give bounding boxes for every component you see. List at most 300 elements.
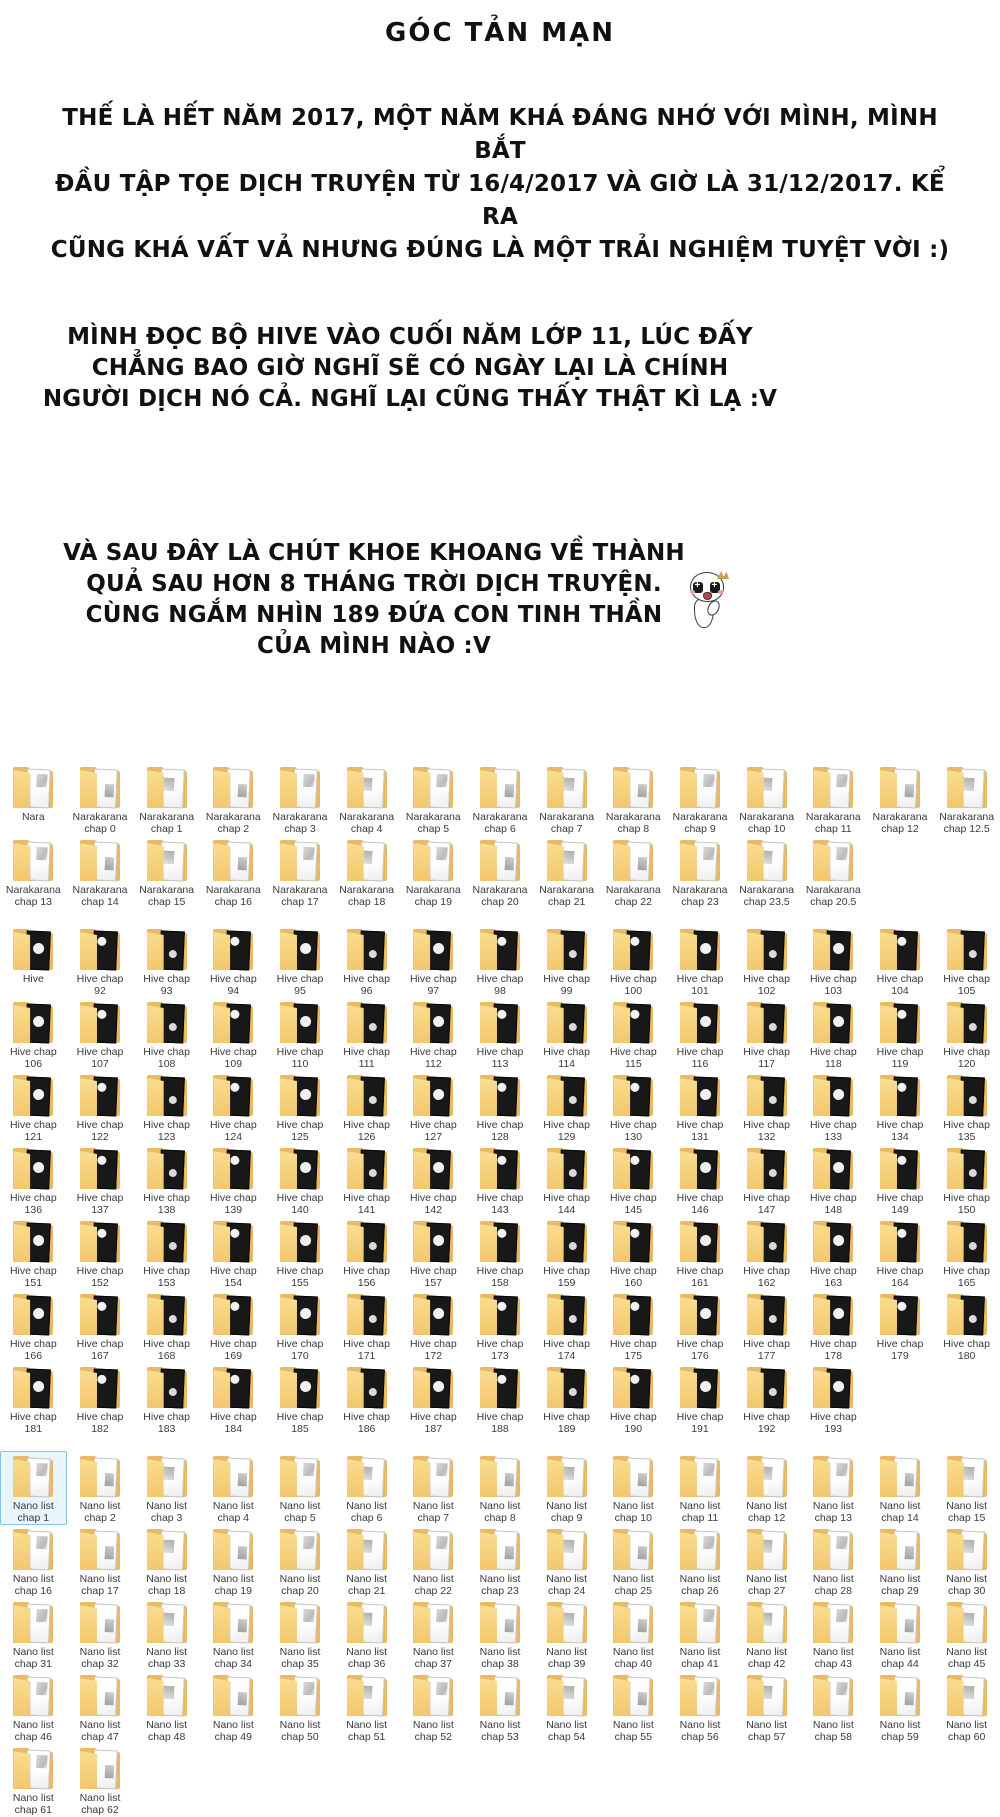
folder-item[interactable] bbox=[800, 1216, 867, 1290]
folder-item[interactable] bbox=[800, 1670, 867, 1744]
folder-icon bbox=[210, 928, 256, 972]
folder-item[interactable] bbox=[600, 1362, 667, 1436]
folder-item[interactable] bbox=[67, 1670, 134, 1744]
folder-item[interactable] bbox=[400, 1070, 467, 1144]
folder-icon bbox=[77, 1366, 123, 1410]
folder-label: Hive chap 155 bbox=[276, 1265, 324, 1289]
folder-item[interactable] bbox=[467, 1670, 534, 1744]
folder-icon bbox=[610, 1366, 656, 1410]
folder-item[interactable] bbox=[600, 1670, 667, 1744]
folder-item[interactable] bbox=[467, 1143, 534, 1217]
folder-item[interactable] bbox=[400, 1143, 467, 1217]
folder-item[interactable] bbox=[200, 835, 267, 909]
folder-item[interactable] bbox=[933, 1216, 1000, 1290]
folder-item[interactable] bbox=[200, 1143, 267, 1217]
folder-item[interactable] bbox=[133, 762, 200, 836]
folder-item[interactable] bbox=[333, 1216, 400, 1290]
folder-item[interactable] bbox=[400, 1524, 467, 1598]
folder-label: Nano list chap 19 bbox=[212, 1573, 254, 1597]
folder-item[interactable] bbox=[800, 924, 867, 998]
folder-icon bbox=[344, 1074, 390, 1118]
folder-item[interactable] bbox=[67, 1451, 134, 1525]
folder-item[interactable] bbox=[533, 1143, 600, 1217]
folder-item[interactable] bbox=[200, 1451, 267, 1525]
folder-item[interactable] bbox=[333, 1070, 400, 1144]
folder-label: Hive chap 124 bbox=[209, 1119, 257, 1143]
folder-icon bbox=[144, 1528, 190, 1572]
folder-label: Nano list chap 56 bbox=[679, 1719, 721, 1743]
folder-icon bbox=[944, 1293, 990, 1337]
folder-label: Hive chap 142 bbox=[409, 1192, 457, 1216]
folder-item[interactable] bbox=[533, 1289, 600, 1363]
folder-item[interactable] bbox=[600, 762, 667, 836]
folder-label: Hive chap 138 bbox=[143, 1192, 190, 1216]
folder-item[interactable] bbox=[933, 762, 1000, 836]
folder-label: Hive chap 95 bbox=[276, 973, 324, 997]
folder-item[interactable] bbox=[267, 762, 334, 836]
folder-item[interactable] bbox=[933, 1289, 1000, 1363]
folder-icon bbox=[877, 1220, 923, 1264]
folder-item[interactable] bbox=[200, 1362, 267, 1436]
folder-item[interactable] bbox=[867, 1597, 934, 1671]
folder-item[interactable] bbox=[667, 1070, 734, 1144]
folder-item[interactable] bbox=[467, 1070, 534, 1144]
folder-item[interactable] bbox=[333, 835, 400, 909]
folder-icon bbox=[144, 1601, 190, 1645]
folder-label: Hive chap 190 bbox=[609, 1411, 657, 1435]
folder-item[interactable] bbox=[133, 1670, 200, 1744]
folder-item[interactable] bbox=[267, 997, 334, 1071]
folder-item[interactable] bbox=[667, 1143, 734, 1217]
folder-item[interactable] bbox=[333, 1289, 400, 1363]
folder-item[interactable] bbox=[733, 1143, 800, 1217]
folder-item[interactable] bbox=[733, 835, 800, 909]
folder-item[interactable] bbox=[0, 924, 67, 998]
folder-item[interactable] bbox=[67, 1362, 134, 1436]
folder-item[interactable] bbox=[533, 997, 600, 1071]
folder-item[interactable] bbox=[667, 1451, 734, 1525]
folder-icon bbox=[277, 766, 323, 810]
folder-item[interactable] bbox=[67, 1216, 134, 1290]
folder-item[interactable] bbox=[0, 1289, 67, 1363]
folder-item[interactable] bbox=[267, 1670, 334, 1744]
folder-icon bbox=[477, 1601, 523, 1645]
folder-item[interactable] bbox=[733, 1289, 800, 1363]
folder-icon bbox=[677, 1293, 723, 1337]
folder-item[interactable] bbox=[733, 1524, 800, 1598]
folder-item[interactable] bbox=[0, 1524, 67, 1598]
folder-item[interactable] bbox=[267, 1216, 334, 1290]
folder-label: Hive chap 125 bbox=[276, 1119, 324, 1143]
folder-item[interactable] bbox=[533, 1597, 600, 1671]
folder-item[interactable] bbox=[133, 997, 200, 1071]
sticker-head bbox=[690, 572, 724, 602]
folder-item[interactable] bbox=[800, 762, 867, 836]
folder-item[interactable] bbox=[400, 835, 467, 909]
folder-item[interactable] bbox=[667, 1216, 734, 1290]
folder-icon bbox=[677, 1366, 723, 1410]
folder-item[interactable] bbox=[800, 1362, 867, 1436]
folder-item[interactable] bbox=[67, 1743, 134, 1817]
folder-item[interactable] bbox=[333, 1670, 400, 1744]
intro-line: ĐẦU TẬP TỌE DỊCH TRUYỆN TỪ 16/4/2017 VÀ GIỜ LÀ 31/12/2017. KỂ RA bbox=[55, 171, 945, 230]
folder-icon bbox=[477, 1455, 523, 1499]
folder-item[interactable] bbox=[133, 1451, 200, 1525]
folder-item[interactable] bbox=[400, 1670, 467, 1744]
folder-label: Nano list chap 30 bbox=[946, 1573, 988, 1597]
folder-item[interactable] bbox=[67, 997, 134, 1071]
folder-icon bbox=[277, 1674, 323, 1718]
folder-item[interactable] bbox=[600, 1289, 667, 1363]
folder-item[interactable] bbox=[867, 1216, 934, 1290]
folder-item[interactable] bbox=[533, 1362, 600, 1436]
folder-icon bbox=[810, 1001, 856, 1045]
folder-item[interactable] bbox=[0, 1670, 67, 1744]
folder-item[interactable] bbox=[600, 1070, 667, 1144]
folder-label: Hive chap 135 bbox=[943, 1119, 990, 1143]
folder-label: Nano list chap 31 bbox=[12, 1646, 54, 1670]
folder-item[interactable] bbox=[600, 1524, 667, 1598]
folder-icon bbox=[477, 839, 523, 883]
folder-item[interactable] bbox=[267, 1143, 334, 1217]
folder-icon bbox=[877, 1528, 923, 1572]
folder-item[interactable] bbox=[200, 1216, 267, 1290]
folder-item[interactable] bbox=[0, 1451, 67, 1525]
folder-item[interactable] bbox=[467, 1451, 534, 1525]
folder-item[interactable] bbox=[867, 1451, 934, 1525]
folder-item[interactable] bbox=[867, 1070, 934, 1144]
folder-icon bbox=[810, 1220, 856, 1264]
folder-item[interactable] bbox=[267, 835, 334, 909]
folder-label: Nano list chap 45 bbox=[946, 1646, 988, 1670]
folder-item[interactable] bbox=[933, 1070, 1000, 1144]
folder-item[interactable] bbox=[800, 997, 867, 1071]
folder-icon bbox=[877, 928, 923, 972]
folder-item[interactable] bbox=[533, 835, 600, 909]
folder-item[interactable] bbox=[800, 1451, 867, 1525]
folder-item[interactable] bbox=[867, 1289, 934, 1363]
folder-item[interactable] bbox=[667, 1670, 734, 1744]
folder-item[interactable] bbox=[67, 762, 134, 836]
folder-item[interactable] bbox=[67, 924, 134, 998]
folder-label: Narakarana chap 10 bbox=[739, 811, 795, 835]
folder-item[interactable] bbox=[267, 1362, 334, 1436]
folder-label: Nano list chap 53 bbox=[479, 1719, 521, 1743]
folder-item[interactable] bbox=[0, 1143, 67, 1217]
folder-item[interactable] bbox=[867, 924, 934, 998]
folder-item[interactable] bbox=[933, 1597, 1000, 1671]
folder-item[interactable] bbox=[467, 1289, 534, 1363]
folder-label: Nano list chap 3 bbox=[146, 1500, 188, 1524]
folder-item[interactable] bbox=[667, 1597, 734, 1671]
folder-icon bbox=[810, 766, 856, 810]
folder-row bbox=[0, 1597, 1000, 1670]
folder-item[interactable] bbox=[333, 1451, 400, 1525]
folder-item[interactable] bbox=[600, 1597, 667, 1671]
folder-label: Narakarana chap 14 bbox=[72, 884, 128, 908]
folder-item[interactable] bbox=[67, 1289, 134, 1363]
folder-item[interactable] bbox=[67, 1524, 134, 1598]
folder-item[interactable] bbox=[67, 835, 134, 909]
folder-label: Hive chap 164 bbox=[876, 1265, 924, 1289]
folder-label: Nano list chap 24 bbox=[546, 1573, 588, 1597]
folder-item[interactable] bbox=[200, 1670, 267, 1744]
folder-item[interactable] bbox=[867, 762, 934, 836]
folder-label: Nano list chap 21 bbox=[346, 1573, 388, 1597]
folder-label: Narakarana chap 2 bbox=[205, 811, 261, 835]
folder-icon bbox=[10, 1455, 56, 1499]
folder-label: Hive chap 127 bbox=[409, 1119, 457, 1143]
sticker-cheek bbox=[690, 590, 695, 594]
folder-item[interactable] bbox=[133, 1362, 200, 1436]
folder-item[interactable] bbox=[600, 997, 667, 1071]
folder-item[interactable] bbox=[600, 1216, 667, 1290]
folder-item[interactable] bbox=[400, 997, 467, 1071]
folder-item[interactable] bbox=[933, 1670, 1000, 1744]
folder-icon bbox=[344, 1674, 390, 1718]
folder-item[interactable] bbox=[600, 924, 667, 998]
folder-item[interactable] bbox=[400, 1362, 467, 1436]
folder-item[interactable] bbox=[867, 997, 934, 1071]
sticker-mouth bbox=[703, 592, 712, 600]
folder-label: Nano list chap 28 bbox=[812, 1573, 854, 1597]
folder-item[interactable] bbox=[200, 1070, 267, 1144]
folder-item[interactable] bbox=[533, 1070, 600, 1144]
showoff-line: QUẢ SAU HƠN 8 THÁNG TRỜI DỊCH TRUYỆN. bbox=[86, 571, 662, 597]
folder-item[interactable] bbox=[400, 1216, 467, 1290]
folder-label: Hive chap 130 bbox=[609, 1119, 657, 1143]
folder-label: Hive chap 145 bbox=[609, 1192, 657, 1216]
folder-icon bbox=[77, 1293, 123, 1337]
folder-icon bbox=[744, 1601, 790, 1645]
folder-item[interactable] bbox=[467, 762, 534, 836]
folder-label: Nano list chap 43 bbox=[812, 1646, 854, 1670]
folder-item[interactable] bbox=[0, 1070, 67, 1144]
folder-item[interactable] bbox=[0, 762, 67, 836]
folder-item[interactable] bbox=[200, 924, 267, 998]
folder-label: Hive chap 168 bbox=[143, 1338, 190, 1362]
folder-label: Hive chap 163 bbox=[809, 1265, 857, 1289]
folder-icon bbox=[744, 1293, 790, 1337]
folder-icon bbox=[477, 928, 523, 972]
folder-item[interactable] bbox=[733, 1070, 800, 1144]
folder-item[interactable] bbox=[0, 1597, 67, 1671]
folder-item[interactable] bbox=[400, 1451, 467, 1525]
folder-item[interactable] bbox=[133, 1070, 200, 1144]
folder-item[interactable] bbox=[400, 1597, 467, 1671]
folder-label: Nano list chap 36 bbox=[346, 1646, 388, 1670]
folder-item[interactable] bbox=[67, 1143, 134, 1217]
folder-item[interactable] bbox=[467, 924, 534, 998]
folder-item[interactable] bbox=[200, 1524, 267, 1598]
folder-item[interactable] bbox=[200, 762, 267, 836]
folder-item[interactable] bbox=[733, 997, 800, 1071]
folder-item[interactable] bbox=[533, 1670, 600, 1744]
folder-item[interactable] bbox=[533, 1216, 600, 1290]
folder-item[interactable] bbox=[267, 924, 334, 998]
folder-label: Hive chap 116 bbox=[676, 1046, 724, 1070]
folder-label: Nano list chap 16 bbox=[12, 1573, 54, 1597]
folder-item[interactable] bbox=[0, 1216, 67, 1290]
folder-item[interactable] bbox=[867, 1524, 934, 1598]
folder-item[interactable] bbox=[400, 1289, 467, 1363]
folder-icon bbox=[410, 1674, 456, 1718]
folder-item[interactable] bbox=[667, 762, 734, 836]
folder-item[interactable] bbox=[667, 835, 734, 909]
folder-icon bbox=[410, 1528, 456, 1572]
folder-item[interactable] bbox=[333, 762, 400, 836]
folder-item[interactable] bbox=[333, 1597, 400, 1671]
folder-item[interactable] bbox=[667, 997, 734, 1071]
folder-label: Nano list chap 59 bbox=[879, 1719, 921, 1743]
folder-item[interactable] bbox=[267, 1289, 334, 1363]
folder-label: Narakarana chap 13 bbox=[5, 884, 61, 908]
folder-item[interactable] bbox=[67, 1597, 134, 1671]
folder-icon bbox=[744, 1528, 790, 1572]
folder-item[interactable] bbox=[333, 924, 400, 998]
folder-item[interactable] bbox=[0, 1743, 67, 1817]
folder-item[interactable] bbox=[733, 1670, 800, 1744]
folder-item[interactable] bbox=[933, 924, 1000, 998]
folder-label: Narakarana chap 20.5 bbox=[805, 884, 861, 908]
folder-label: Hive chap 98 bbox=[476, 973, 524, 997]
folder-item[interactable] bbox=[333, 1524, 400, 1598]
folder-item[interactable] bbox=[600, 1143, 667, 1217]
folder-item[interactable] bbox=[133, 1216, 200, 1290]
folder-item[interactable] bbox=[200, 997, 267, 1071]
folder-item[interactable] bbox=[667, 924, 734, 998]
folder-row bbox=[0, 1743, 1000, 1816]
folder-item[interactable] bbox=[133, 835, 200, 909]
folder-item[interactable] bbox=[867, 1143, 934, 1217]
folder-item[interactable] bbox=[467, 835, 534, 909]
folder-icon bbox=[10, 1674, 56, 1718]
folder-item[interactable] bbox=[467, 1597, 534, 1671]
folder-label: Hive chap 161 bbox=[676, 1265, 724, 1289]
folder-item[interactable] bbox=[800, 1143, 867, 1217]
folder-item[interactable] bbox=[133, 1524, 200, 1598]
folder-icon bbox=[10, 1220, 56, 1264]
folder-item[interactable] bbox=[867, 1670, 934, 1744]
folder-item[interactable] bbox=[400, 924, 467, 998]
folder-item[interactable] bbox=[200, 1289, 267, 1363]
folder-label: Nano list chap 29 bbox=[879, 1573, 921, 1597]
folder-item[interactable] bbox=[667, 1289, 734, 1363]
folder-item[interactable] bbox=[600, 835, 667, 909]
folder-icon bbox=[144, 1674, 190, 1718]
folder-icon bbox=[944, 928, 990, 972]
folder-item[interactable] bbox=[733, 1451, 800, 1525]
folder-item[interactable] bbox=[733, 1216, 800, 1290]
folder-icon bbox=[877, 1001, 923, 1045]
folder-item[interactable] bbox=[733, 762, 800, 836]
folder-icon bbox=[677, 1074, 723, 1118]
folder-item[interactable] bbox=[533, 762, 600, 836]
folder-label: Nano list chap 17 bbox=[79, 1573, 121, 1597]
folder-item[interactable] bbox=[267, 1451, 334, 1525]
folder-icon bbox=[77, 1674, 123, 1718]
folder-item[interactable] bbox=[800, 1289, 867, 1363]
folder-icon bbox=[744, 1366, 790, 1410]
folder-icon bbox=[544, 1528, 590, 1572]
folder-item[interactable] bbox=[67, 1070, 134, 1144]
folder-item[interactable] bbox=[533, 1524, 600, 1598]
folder-item[interactable] bbox=[733, 1597, 800, 1671]
folder-item[interactable] bbox=[133, 1597, 200, 1671]
folder-item[interactable] bbox=[800, 835, 867, 909]
folder-group-narakarana bbox=[0, 762, 1000, 908]
folder-label: Nano list chap 5 bbox=[279, 1500, 321, 1524]
folder-item[interactable] bbox=[267, 1070, 334, 1144]
folder-item[interactable] bbox=[933, 1451, 1000, 1525]
folder-item[interactable] bbox=[933, 997, 1000, 1071]
folder-item[interactable] bbox=[0, 1362, 67, 1436]
folder-item[interactable] bbox=[333, 1143, 400, 1217]
folder-label: Hive chap 131 bbox=[676, 1119, 724, 1143]
folder-label: Hive chap 92 bbox=[76, 973, 124, 997]
folder-item[interactable] bbox=[800, 1597, 867, 1671]
folder-label: Narakarana chap 16 bbox=[205, 884, 261, 908]
folder-item[interactable] bbox=[600, 1451, 667, 1525]
folder-label: Nano list chap 38 bbox=[479, 1646, 521, 1670]
folder-item[interactable] bbox=[733, 924, 800, 998]
folder-row bbox=[0, 1451, 1000, 1524]
folder-item[interactable] bbox=[467, 1524, 534, 1598]
folder-label: Hive chap 192 bbox=[743, 1411, 790, 1435]
folder-item[interactable] bbox=[467, 1216, 534, 1290]
folder-label: Nano list chap 9 bbox=[546, 1500, 588, 1524]
folder-item[interactable] bbox=[933, 1143, 1000, 1217]
folder-item[interactable] bbox=[667, 1362, 734, 1436]
folder-item[interactable] bbox=[133, 1289, 200, 1363]
folder-icon bbox=[144, 766, 190, 810]
folder-item[interactable] bbox=[800, 1524, 867, 1598]
folder-item[interactable] bbox=[933, 1524, 1000, 1598]
folder-label: Nano list chap 8 bbox=[479, 1500, 521, 1524]
folder-item[interactable] bbox=[533, 924, 600, 998]
folder-icon bbox=[877, 1601, 923, 1645]
folder-label: Hive chap 110 bbox=[276, 1046, 324, 1070]
folder-label: Nano list chap 15 bbox=[946, 1500, 988, 1524]
folder-label: Nano list chap 1 bbox=[12, 1500, 54, 1524]
folder-item[interactable] bbox=[133, 924, 200, 998]
folder-item[interactable] bbox=[533, 1451, 600, 1525]
folder-item[interactable] bbox=[333, 1362, 400, 1436]
folder-icon bbox=[944, 1220, 990, 1264]
folder-label: Nano list chap 11 bbox=[679, 1500, 721, 1524]
folder-icon bbox=[744, 928, 790, 972]
folder-label: Nano list chap 47 bbox=[79, 1719, 121, 1743]
folder-item[interactable] bbox=[667, 1524, 734, 1598]
folder-icon bbox=[610, 766, 656, 810]
folder-item[interactable] bbox=[733, 1362, 800, 1436]
folder-icon bbox=[210, 1293, 256, 1337]
folder-item[interactable] bbox=[267, 1524, 334, 1598]
page-title: GÓC TẢN MẠN bbox=[385, 18, 615, 48]
folder-item[interactable] bbox=[467, 997, 534, 1071]
folder-icon bbox=[10, 1366, 56, 1410]
folder-item[interactable] bbox=[0, 835, 67, 909]
folder-icon bbox=[77, 1601, 123, 1645]
folder-item[interactable] bbox=[200, 1597, 267, 1671]
folder-item[interactable] bbox=[267, 1597, 334, 1671]
folder-item[interactable] bbox=[333, 997, 400, 1071]
folder-item[interactable] bbox=[467, 1362, 534, 1436]
folder-item[interactable] bbox=[0, 997, 67, 1071]
folder-item[interactable] bbox=[800, 1070, 867, 1144]
folder-item[interactable] bbox=[133, 1143, 200, 1217]
folder-item[interactable] bbox=[400, 762, 467, 836]
